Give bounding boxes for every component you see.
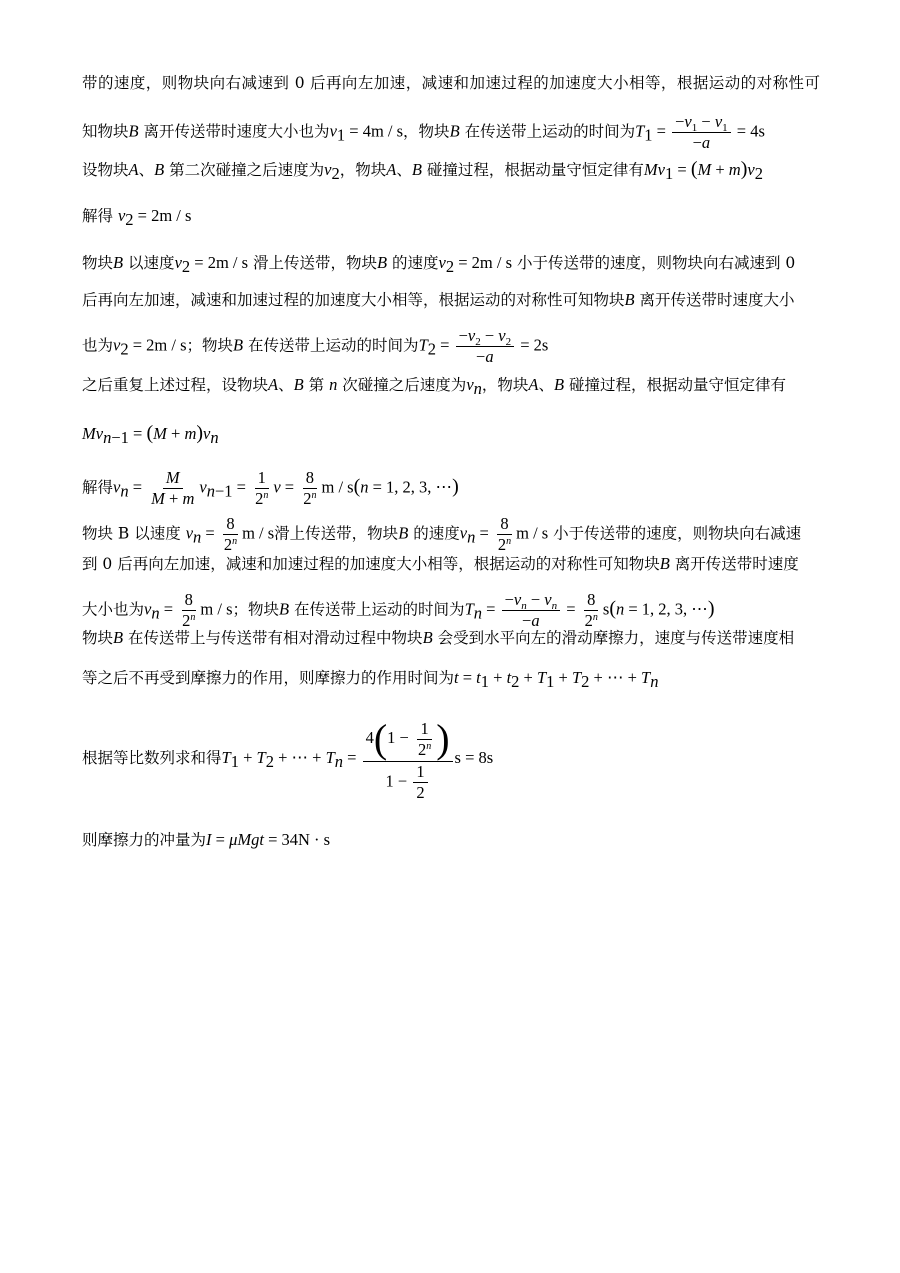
text: 则摩擦力的冲量为: [82, 831, 207, 849]
text: 离开传送带时速度大小也为: [143, 122, 330, 141]
text: 物块: [82, 629, 114, 647]
text: 到 0 后再向左加速，减速和加速过程的加速度大小相等，根据运动的对称性可知物块: [82, 555, 660, 573]
formula-fraction: $\frac{8}{2^n}$: [223, 514, 238, 554]
text: 滑上传送带，物块: [252, 254, 377, 272]
text: 小于传送带的速度，则物块向右减速到 0: [516, 254, 796, 272]
text: 等之后不再受到摩擦力的作用，则摩擦力的作用时间为: [82, 669, 455, 687]
text: 物块: [82, 254, 114, 272]
formula-fraction: $\frac{M}{M + m}$: [151, 468, 195, 508]
text-line-14: 物块B 在传送带上与传送带有相对滑动过程中物块B 会受到水平向左的滑动摩擦力，速度与传送带速度相: [82, 628, 795, 647]
formula-fraction: $\frac{8}{2^n}$: [497, 514, 512, 554]
text-line-8: 之后重复上述过程，设物块A、B 第 n 次碰撞之后速度为$v_n$，物块A、B 碰撞过程，根据动量守恒定律有: [82, 375, 787, 398]
text: 在传送带上运动的时间为: [248, 336, 419, 355]
text-line-6: 后再向左加速，减速和加速过程的加速度大小相等，根据运动的对称性可知物块B 离开传送带时速度大小: [82, 290, 795, 309]
text: 的速度: [392, 254, 439, 272]
text-line-5: 物块B 以速度$v_2 = 2m / s$ 滑上传送带，物块B 的速度$v_2 = 2m / s$ 小于传送带的速度，则物块向右减速到 0: [82, 253, 796, 276]
text-line-11: 物块 B 以速度 $v_n$ = $\frac{8}{2^n}$ m / s滑上传送带，物块B 的速度$v_n$ = $\frac{8}{2^n}$ m / s 小于传送带的速度，则物块向右减速: [82, 514, 802, 554]
text: 的速度: [413, 524, 460, 543]
text: 解得: [82, 478, 114, 497]
formula-fraction: 4(1 − $\frac{1}{2^n}$ ) 1 − $\frac{1}{2}$: [363, 716, 453, 802]
text-line-12: 到 0 后再向左加速，减速和加速过程的加速度大小相等，根据运动的对称性可知物块B 离开传送带时速度: [82, 554, 799, 573]
text: 在传送带上运动的时间为: [464, 122, 636, 141]
text: ，物块: [481, 376, 529, 394]
text: 物块 B 以速度: [82, 524, 181, 543]
formula-fraction: $\frac{-v_1 - v_1}{-a}$: [672, 113, 731, 152]
text: 根据等比数列求和得: [82, 749, 222, 767]
text: 后再向左加速，减速和加速过程的加速度大小相等，根据运动的对称性可知物块: [82, 291, 625, 309]
formula-fraction: $\frac{-v_2 - v_2}{-a}$: [456, 327, 515, 366]
text-line-9: $Mv_{n-1} = (M + m)v_n$: [82, 422, 219, 447]
text: 离开传送带时速度大小: [639, 291, 795, 309]
formula-fraction: $\frac{8}{2^n}$: [182, 590, 196, 630]
text: 以速度: [128, 254, 175, 272]
text: 会受到水平向左的滑动摩擦力，速度与传送带速度相: [437, 629, 795, 647]
text: 之后重复上述过程，设物块: [82, 376, 269, 394]
text: ；物块: [232, 600, 280, 619]
text: 在传送带上运动的时间为: [294, 600, 465, 619]
text-line-4: 解得 $v_2 = 2m / s$: [82, 206, 192, 229]
text-line-15: 等之后不再受到摩擦力的作用，则摩擦力的作用时间为$t = t_1 + t_2 + T_1 + T_2$ + ⋯ + $T_n$: [82, 668, 659, 691]
text: 碰撞过程，根据动量守恒定律有: [426, 161, 644, 179]
text: ，物块: [403, 122, 450, 141]
text-line-13: 大小也为$v_n$ = $\frac{8}{2^n}$ m / s；物块B 在传送带上运动的时间为$T_n$ = $\frac{-v_n - v_n}{-a}$ = $\frac{8}{2^n}$ s(n = 1, 2, 3, ⋯): [82, 590, 715, 630]
text-line-7: 也为$v_2 = 2m / s$；物块B 在传送带上运动的时间为$T_2$ = $\frac{-v_2 - v_2}{-a}$ = 2s: [82, 326, 549, 366]
text: 小于传送带的速度，则物块向右减速: [553, 524, 802, 543]
text-line-10: 解得$v_n$ = $\frac{M}{M + m}$ $v_{n-1}$ = $\frac{1}{2^n}$ v = $\frac{8}{2^n}$ m / s(n = 1, 2, 3, ⋯): [82, 468, 459, 508]
text-line-1: [82, 73, 820, 93]
formula-fraction: $\frac{-v_n - v_n}{-a}$: [502, 591, 561, 630]
formula-fraction: $\frac{8}{2^n}$: [584, 590, 598, 630]
text: 设物块: [82, 161, 129, 179]
text: 带的速度，则物块向右减速到 0 后再向左加速，减速和加速过程的加速度大小相等，根据运动的对称性可: [82, 74, 820, 92]
text: 第: [308, 376, 325, 394]
text: 次碰撞之后速度为: [342, 376, 467, 394]
text-line-2: 知物块B 离开传送带时速度大小也为$v_1 = 4m / s$，物块B 在传送带上运动的时间为$T_1$ = $\frac{-v_1 - v_1}{-a}$ = 4s: [82, 112, 765, 152]
text: 知物块: [82, 122, 129, 141]
formula-fraction: $\frac{8}{2^n}$: [303, 468, 317, 508]
text-line-3: 设物块A、B 第二次碰撞之后速度为$v_2$，物块A、B 碰撞过程，根据动量守恒定律有$Mv_1 = (M + m)v_2$: [82, 158, 763, 183]
text-line-16: 根据等比数列求和得$T_1 + T_2$ + ⋯ + $T_n$ = 4(1 − $\frac{1}{2^n}$ ) 1 − $\frac{1}{2}$ s = 8s: [82, 716, 494, 802]
formula-fraction: $\frac{1}{2^n}$: [255, 468, 269, 508]
text: 大小也为: [82, 600, 145, 619]
text: 在传送带上与传送带有相对滑动过程中物块: [128, 629, 423, 647]
text: 解得: [82, 207, 114, 225]
text: ；物块: [186, 336, 234, 355]
text: 碰撞过程，根据动量守恒定律有: [569, 376, 787, 394]
text: 第二次碰撞之后速度为: [169, 161, 325, 179]
text: 滑上传送带，物块: [274, 524, 399, 543]
text: 离开传送带时速度: [674, 555, 799, 573]
text: 也为: [82, 336, 114, 355]
text: ，物块: [339, 161, 387, 179]
text-line-17: 则摩擦力的冲量为I = μMgt = 34N · s: [82, 830, 331, 849]
